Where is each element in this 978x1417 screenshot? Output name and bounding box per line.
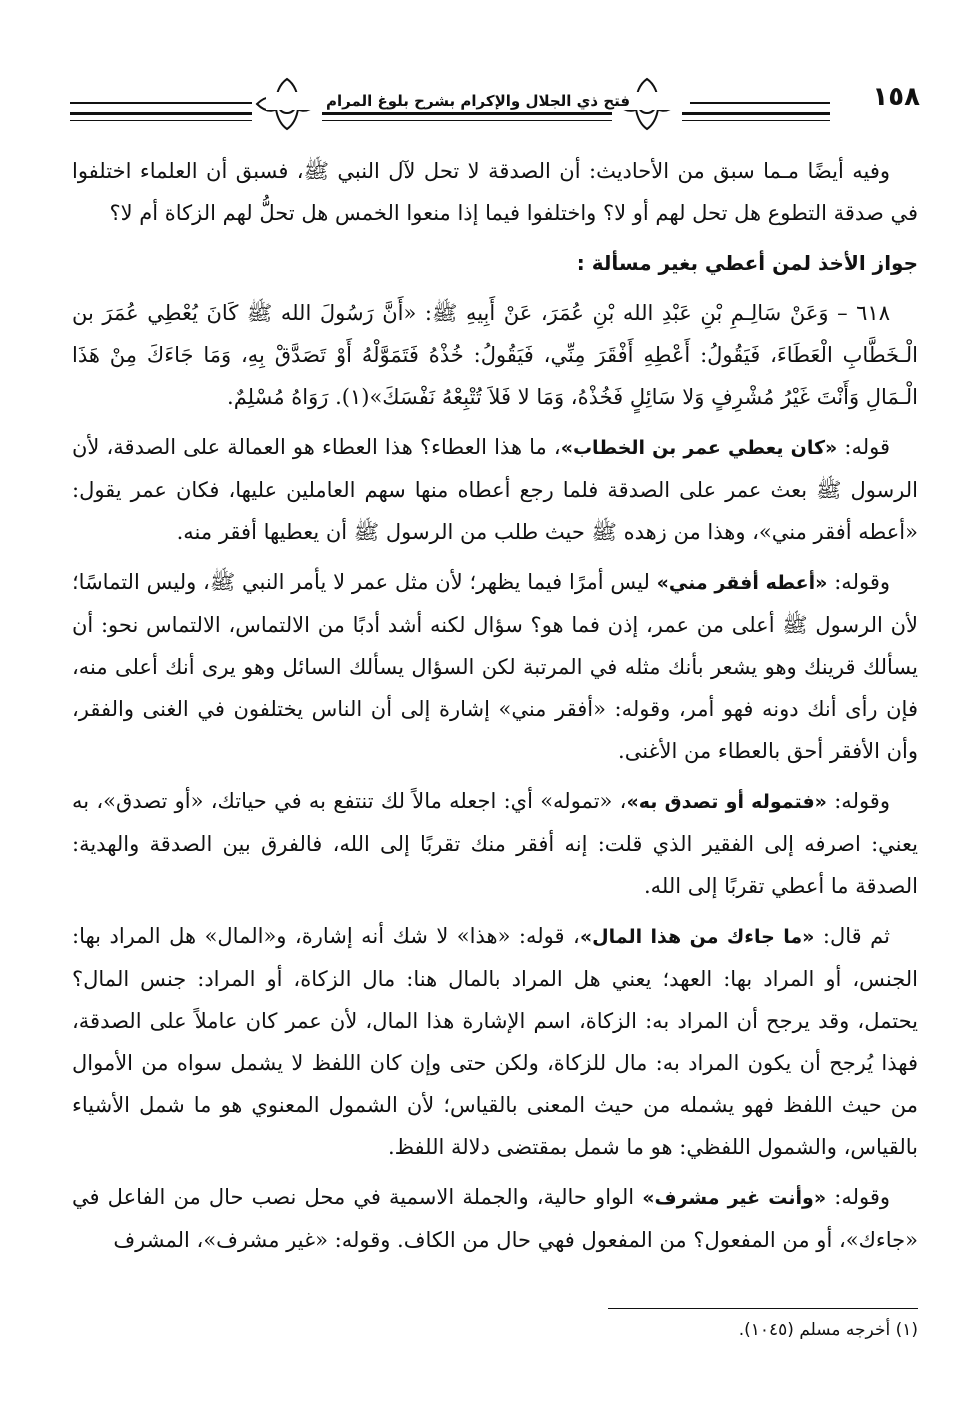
running-title: فتح ذي الجلال والإكرام بشرح بلوغ المرام [266, 92, 690, 110]
paragraph-lead: وقوله: [826, 789, 890, 813]
footnote-rule [608, 1308, 918, 1309]
paragraph-lead: وقوله: [826, 1185, 891, 1209]
paragraph [72, 915, 918, 1168]
hadith-text: ٦١٨ – وَعَنْ سَالِـمِ بْنِ عَبْدِ الله بْنِ عُمَرَ، عَنْ أَبِيهِ ﷺ: «أَنَّ رَسُولَ الله ﷺ كَانَ يُعْطِي عُمَرَ بن الْـخَطَّابِ الْعَطَاءَ، فَيَقُولُ: أَعْطِهِ أَفْقَرَ مِنِّي، فَيَقُولُ: خُذْهُ فَتَمَوَّلْهُ أَوْ تَصَدَّقْ بِهِ، وَمَا جَاءَكَ مِنْ هَذَا الْـمَالِ وَأَنْتَ غَيْرُ مُشْرِفٍ وَلا سَائِلٍ فَخُذْهُ، وَمَا لا فَلاَ تُتْبِعْهُ نَفْسَكَ»(١). رَوَاهُ مُسْلِمٌ. [72, 301, 918, 409]
paragraph-body: ، ما هذا العطاء؟ هذا العطاء هو العمالة على الصدقة، لأن الرسول ﷺ بعث عمر على الصدقة فلما رجع أعطاه منها سهم العاملين عليها، فكان عمر يقول: «أعطه أفقر مني»، وهذا من زهده ﷺ حيث طلب من الرسول ﷺ أن يعطيها أفقر منه. [72, 435, 918, 544]
page-header [70, 70, 920, 150]
paragraph-lead: وقوله: [827, 570, 890, 594]
footnote: (١) أخرجه مسلم (١٠٤٥). [738, 1320, 918, 1340]
paragraph-body: ليس أمرًا فيما يظهر؛ لأن مثل عمر لا يأمر النبي ﷺ، وليس التماسًا؛ لأن الرسول ﷺ أعلى من عمر، إذن فما هو؟ سؤال لكنه أشد أدبًا من الالتماس، الالتماس نحو: أن يسألك قرينك وهو يشعر بأنك مثله في المرتبة لكن السؤال يسألك السائل وهو يرى أنك أعلى منه، فإن رأى أنك دونه فهو أمر، وقوله: «أفقر مني» إشارة إلى أن الناس يختلفون في الغنى والفقر، وأن الأفقر أحق بالعطاء من الأغنى. [72, 570, 918, 763]
quoted-phrase: «وأنت غير مشرف» [642, 1187, 827, 1209]
header-rule [70, 120, 830, 121]
paragraph-lead: قوله: [837, 435, 891, 459]
paragraph [72, 426, 918, 553]
section-heading: جواز الأخذ لمن أعطي بغير مسألة : [576, 251, 918, 275]
quoted-phrase: «فتموله أو تصدق به» [626, 791, 827, 813]
header-rule [70, 112, 830, 115]
paragraph-body: ، قوله: «هذا» لا شك أنه إشارة، و«المال» هل المراد بها: الجنس، أو المراد بها: العهد؛ يعني هل المراد بالمال هنا: مال الزكاة، أو المراد: جنس المال؟ يحتمل، وقد يرجح أن المراد به: الزكاة، اسم الإشارة هذا المال، لأن عمر كان عاملاً على الصدقة، فهذا يُرجح أن يكون المراد به: مال للزكاة، ولكن حتى وإن كان اللفظ لا يشمل سواه من الأموال من حيث اللفظ فهو يشمله من حيث المعنى بالقياس؛ لأن الشمول المعنوي هو ما شمل الأشياء بالقياس، والشمول اللفظي: هو ما شمل بمقتضى دلالة اللفظ. [72, 924, 918, 1159]
quoted-phrase: «كان يعطي عمر بن الخطاب» [560, 437, 838, 459]
paragraph: وفيه أيضًا مـما سبق من الأحاديث: أن الصدقة لا تحل لآل النبي ﷺ، فسبق أن العلماء اختلفوا في صدقة التطوع هل تحل لهم أو لا؟ واختلفوا فيما إذا منعوا الخمس هل تحلُّ لهم الزكاة أم لا؟ [72, 159, 918, 225]
quoted-phrase: «ما جاءك من هذا المال» [579, 926, 815, 948]
paragraph-body: ، «تموله» أي: اجعله مالاً لك تنتفع به في حياتك، «أو تصدق»، به يعني: اصرفه إلى الفقير الذي قلت: إنه أفقر منك تقربًا إلى الله، فالفرق بين الصدقة والهدية: الصدقة ما أعطي تقربًا إلى الله. [72, 789, 918, 898]
quoted-phrase: «أعطه أفقر مني» [656, 572, 828, 594]
paragraph [72, 561, 918, 772]
paragraph [72, 780, 918, 907]
main-text [72, 150, 918, 1269]
paragraph-lead: ثم قال: [814, 924, 890, 948]
paragraph [72, 1176, 918, 1261]
paragraph-body: الواو حالية، والجملة الاسمية في محل نصب حال من الفاعل في «جاءك»، أو من المفعول؟ من المفعول فهي حال من الكاف. وقوله: «غير مشرف»، المشرف [72, 1185, 918, 1252]
page-number: ١٥٨ [872, 82, 920, 112]
